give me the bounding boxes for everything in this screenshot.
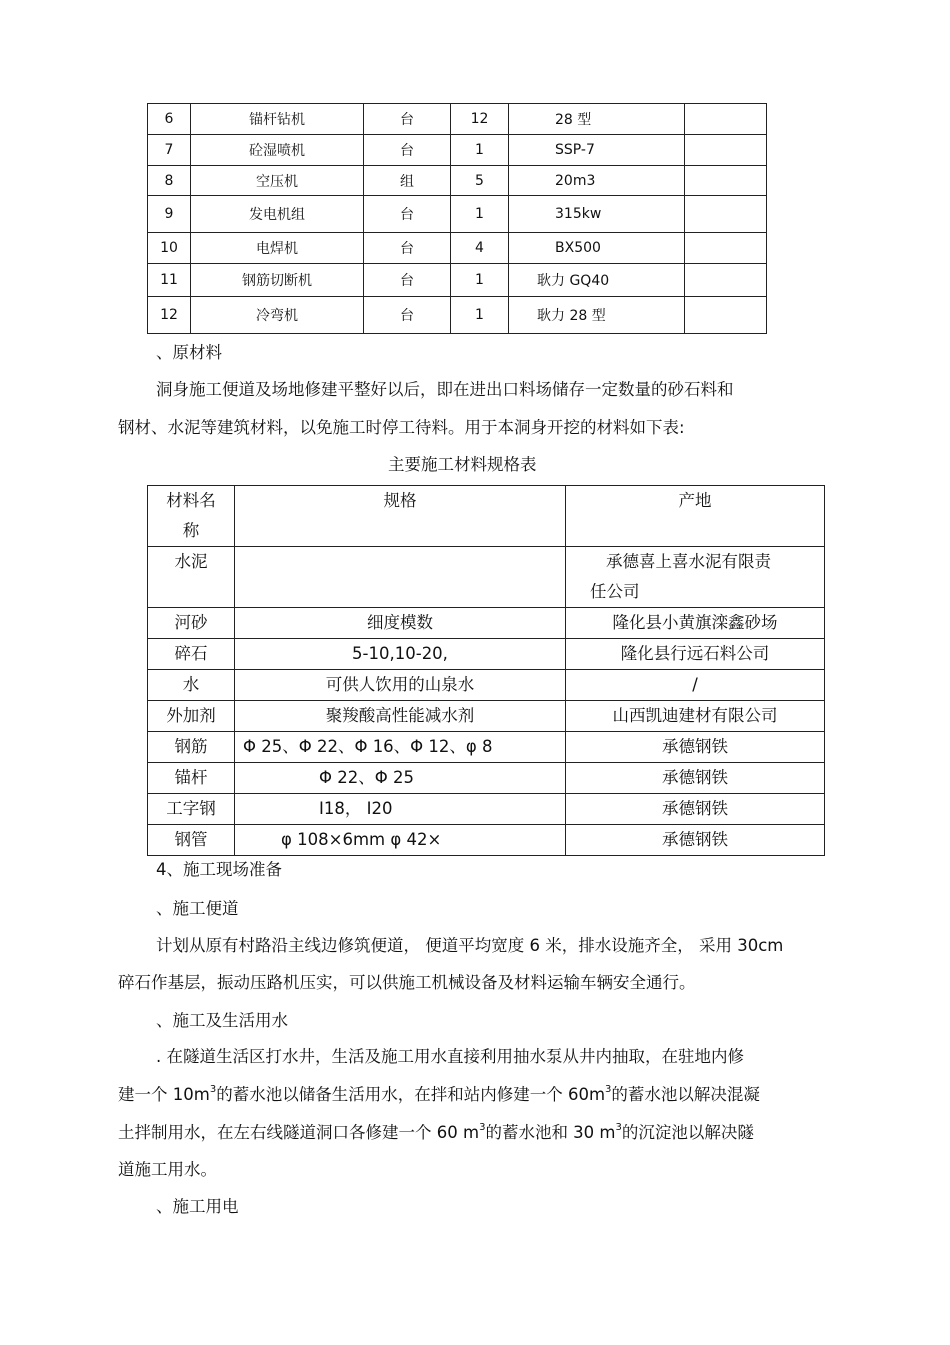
table-row [148, 639, 825, 670]
row-number: 7 [148, 135, 191, 166]
material-origin: 承德钢铁 [566, 825, 825, 856]
material-spec: Φ 25、Φ 22、Φ 16、Φ 12、φ 8 [235, 732, 566, 763]
remark [685, 196, 767, 233]
model: 28 型 [509, 104, 685, 135]
table-row [148, 763, 825, 794]
material-name: 工字钢 [148, 794, 235, 825]
subsection-heading: 、施工用电 [156, 1197, 239, 1216]
material-origin: 承德钢铁 [566, 763, 825, 794]
material-spec: I18， I20 [235, 794, 566, 825]
model: 耿力 GQ40 [509, 264, 685, 297]
remark [685, 135, 767, 166]
table-row [148, 264, 767, 297]
table-row [148, 297, 767, 334]
material-spec: 细度模数 [235, 608, 566, 639]
table-row [148, 825, 825, 856]
table-row [148, 608, 825, 639]
table-row [148, 670, 825, 701]
remark [685, 166, 767, 196]
paragraph-line: 洞身施工便道及场地修建平整好以后，即在进出口料场储存一定数量的砂石料和 [156, 380, 734, 399]
paragraph-line: . 在隧道生活区打水井，生活及施工用水直接利用抽水泵从井内抽取，在驻地内修 [156, 1047, 744, 1066]
unit: 台 [364, 233, 451, 264]
paragraph-line: 碎石作基层，振动压路机压实，可以供施工机械设备及材料运输车辆安全通行。 [118, 973, 696, 992]
equipment-name: 电焊机 [191, 233, 364, 264]
unit: 组 [364, 166, 451, 196]
material-spec: 聚羧酸高性能减水剂 [235, 701, 566, 732]
quantity: 1 [451, 297, 509, 334]
paragraph-line: 钢材、水泥等建筑材料，以免施工时停工待料。用于本洞身开挖的材料如下表: [118, 418, 685, 437]
material-name: 钢管 [148, 825, 235, 856]
equipment-table [147, 103, 767, 334]
unit: 台 [364, 264, 451, 297]
paragraph-line: 土拌制用水，在左右线隧道洞口各修建一个 60 $m^3$的蓄水池和 30 $m^3$的沉淀池以解决隧 [118, 1122, 754, 1142]
row-number: 9 [148, 196, 191, 233]
row-number: 11 [148, 264, 191, 297]
row-number: 8 [148, 166, 191, 196]
material-name: 水泥 [148, 547, 235, 608]
material-spec: φ 108×6mm φ 42× [235, 825, 566, 856]
quantity: 12 [451, 104, 509, 135]
equipment-name: 钢筋切断机 [191, 264, 364, 297]
equipment-name: 空压机 [191, 166, 364, 196]
model: SSP-7 [509, 135, 685, 166]
table-caption: 主要施工材料规格表 [388, 455, 537, 474]
table-row [148, 701, 825, 732]
table-row [148, 104, 767, 135]
material-origin: 承德喜上喜水泥有限责 任公司 [566, 547, 825, 608]
remark [685, 297, 767, 334]
material-spec: 可供人饮用的山泉水 [235, 670, 566, 701]
material-origin: 承德钢铁 [566, 794, 825, 825]
material-origin: 山西凯迪建材有限公司 [566, 701, 825, 732]
table-row [148, 196, 767, 233]
material-origin: 隆化县行远石料公司 [566, 639, 825, 670]
remark [685, 264, 767, 297]
material-spec: 5-10,10-20, [235, 639, 566, 670]
material-name: 河砂 [148, 608, 235, 639]
material-spec: Φ 22、Φ 25 [235, 763, 566, 794]
quantity: 5 [451, 166, 509, 196]
paragraph-line: 建一个 $10m^3$的蓄水池以储备生活用水，在拌和站内修建一个 $60m^3$的蓄水池以解决混凝 [118, 1084, 760, 1104]
equipment-name: 发电机组 [191, 196, 364, 233]
material-name: 钢筋 [148, 732, 235, 763]
equipment-name: 冷弯机 [191, 297, 364, 334]
material-origin: / [566, 670, 825, 701]
subsection-heading: 、施工及生活用水 [156, 1011, 288, 1030]
model: 耿力 28 型 [509, 297, 685, 334]
table-row [148, 794, 825, 825]
remark [685, 233, 767, 264]
model: BX500 [509, 233, 685, 264]
quantity: 4 [451, 233, 509, 264]
header-cell-spec: 规格 [235, 486, 566, 547]
material-name: 碎石 [148, 639, 235, 670]
table-row [148, 732, 825, 763]
section-heading: 4、施工现场准备 [156, 860, 282, 879]
table-row [148, 135, 767, 166]
raw-materials-heading: 、原材料 [156, 343, 222, 362]
table-row [148, 547, 825, 608]
material-origin: 承德钢铁 [566, 732, 825, 763]
remark [685, 104, 767, 135]
equipment-name: 砼湿喷机 [191, 135, 364, 166]
paragraph-line: 道施工用水。 [118, 1160, 217, 1179]
paragraph-line: 计划从原有村路沿主线边修筑便道， 便道平均宽度 6 米，排水设施齐全， 采用 30cm [156, 936, 784, 955]
material-origin: 隆化县小黄旗滦鑫砂场 [566, 608, 825, 639]
material-name: 水 [148, 670, 235, 701]
unit: 台 [364, 297, 451, 334]
quantity: 1 [451, 264, 509, 297]
header-cell-name: 材料名 称 [148, 486, 235, 547]
material-spec [235, 547, 566, 608]
material-name: 外加剂 [148, 701, 235, 732]
table-row [148, 166, 767, 196]
quantity: 1 [451, 135, 509, 166]
header-cell-origin: 产地 [566, 486, 825, 547]
quantity: 1 [451, 196, 509, 233]
unit: 台 [364, 135, 451, 166]
unit: 台 [364, 104, 451, 135]
table-header-row [148, 486, 825, 547]
materials-table [147, 485, 825, 856]
model: 20m3 [509, 166, 685, 196]
row-number: 12 [148, 297, 191, 334]
model: 315kw [509, 196, 685, 233]
subsection-heading: 、施工便道 [156, 899, 239, 918]
table-row [148, 233, 767, 264]
material-name: 锚杆 [148, 763, 235, 794]
row-number: 10 [148, 233, 191, 264]
row-number: 6 [148, 104, 191, 135]
equipment-name: 锚杆钻机 [191, 104, 364, 135]
unit: 台 [364, 196, 451, 233]
